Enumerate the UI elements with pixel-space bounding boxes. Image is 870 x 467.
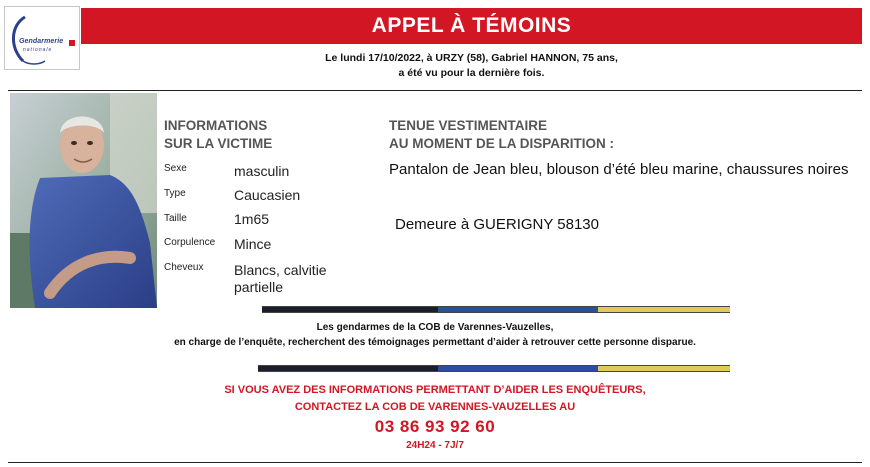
search-notice-line-1: Les gendarmes de la COB de Varennes-Vauzelles, <box>316 322 554 333</box>
gendarmerie-logo <box>4 6 80 70</box>
search-notice-line-2: en charge de l’enquête, recherchent des témoignages permettant d’aider à retrouver cette personne disparue. <box>174 337 696 348</box>
logo-text-gendarmerie: Gendarmerie <box>19 38 64 45</box>
logo-text-nationale: nationale <box>23 47 53 53</box>
field-value-corpulence: Mince <box>234 236 272 252</box>
field-value-cheveux: Blancs, calvitie partielle <box>234 262 327 295</box>
field-value-type: Caucasien <box>234 187 301 203</box>
field-label-taille: Taille <box>164 213 187 224</box>
intro-line-2: a été vu pour la dernière fois. <box>398 67 545 79</box>
contact-hours: 24H24 - 7J/7 <box>406 440 464 451</box>
clothing-description: Pantalon de Jean bleu, blouson d’été bleu marine, chaussures noires <box>389 161 849 178</box>
top-divider <box>8 90 862 91</box>
field-label-sexe: Sexe <box>164 163 187 174</box>
victim-address: Demeure à GUERIGNY 58130 <box>395 216 599 233</box>
clothing-heading: TENUE VESTIMENTAIRE AU MOMENT DE LA DISPARITION : <box>389 118 614 151</box>
intro-line-1: Le lundi 17/10/2022, à URZY (58), Gabriel HANNON, 75 ans, <box>325 52 618 64</box>
field-value-taille: 1m65 <box>234 211 270 227</box>
field-value-sexe: masculin <box>234 163 290 179</box>
victim-photo <box>10 93 157 308</box>
field-label-cheveux: Cheveux <box>164 262 204 273</box>
contact-phone[interactable]: 03 86 93 92 60 <box>374 417 496 436</box>
field-label-type: Type <box>164 188 186 199</box>
contact-line-1: SI VOUS AVEZ DES INFORMATIONS PERMETTANT D’AIDER LES ENQUÊTEURS, <box>224 384 646 396</box>
field-label-corpulence: Corpulence <box>164 237 216 248</box>
appeal-banner <box>81 8 862 44</box>
contact-line-2: CONTACTEZ LA COB DE VARENNES-VAUZELLES AU <box>294 401 576 413</box>
banner-title: APPEL À TÉMOINS <box>371 14 572 37</box>
bottom-divider <box>8 462 862 463</box>
victim-info-heading: INFORMATIONS SUR LA VICTIME <box>164 118 273 151</box>
tricolor-bar-top <box>262 306 730 313</box>
tricolor-bar-bottom <box>258 365 730 372</box>
